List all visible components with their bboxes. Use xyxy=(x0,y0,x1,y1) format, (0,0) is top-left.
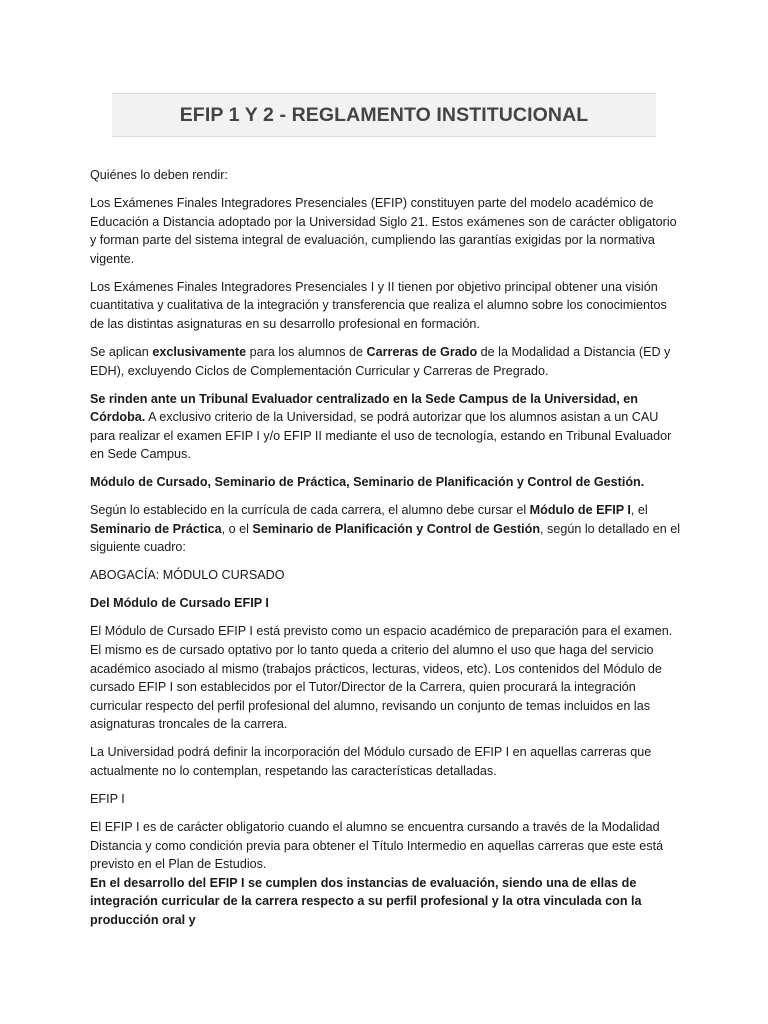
paragraph-efip-1-instancias: En el desarrollo del EFIP I se cumplen dos instancias de evaluación, siendo una de ellas de integración curricular de la carrera respecto a su perfil profesional y la otra vinculada con la producción oral y xyxy=(90,875,642,927)
paragraph-modulo-incorporation: La Universidad podrá definir la incorporación del Módulo cursado de EFIP I en aquellas carreras que actualmente no lo contemplan, respetando las características detalladas. xyxy=(90,745,652,778)
page-title: EFIP 1 Y 2 - REGLAMENTO INSTITUCIONAL xyxy=(179,103,589,126)
paragraph-efip-definition: Los Exámenes Finales Integradores Presenciales (EFIP) constituyen parte del modelo académico de Educación a Distancia adoptado por la Universidad Siglo 21. Estos exámenes son de carácter obligatorio y forman parte del sistema integral de evaluación, cumpliendo las garantías exigidas por la normativa vigente. xyxy=(90,195,677,266)
paragraph-efip-1-obligatorio: El EFIP I es de carácter obligatorio cuando el alumno se encuentra cursando a través de la Modalidad Distancia y como condición previa para obtener el Título Intermedio en aquellas carreras que este está previsto en el Plan de Estudios. xyxy=(90,819,664,872)
document-body xyxy=(90,166,682,939)
paragraph-modulo-description: El Módulo de Cursado EFIP I está previsto como un espacio académico de preparación para el examen. El mismo es de cursado optativo por lo tanto queda a criterio del alumno el uso que haga del servicio académico asociado al mismo (trabajos prácticos, lecturas, videos, etc). Los contenidos del Módulo de cursado EFIP I son establecidos por el Tutor/Director de la Carrera, quien procurará la integración curricular respecto del perfil profesional del alumno, revisando un conjunto de temas incluidos en las asignaturas troncales de la carrera. xyxy=(90,624,673,732)
section-heading-modulo: Módulo de Cursado, Seminario de Práctica, Seminario de Planificación y Control de Gestión. xyxy=(90,475,645,490)
section-heading-efip-1: EFIP I xyxy=(90,791,125,806)
section-heading-modulo-cursado: Del Módulo de Cursado EFIP I xyxy=(90,596,269,611)
paragraph-applies-to: Se aplican exclusivamente para los alumnos de Carreras de Grado de la Modalidad a Distancia (ED y EDH), excluyendo Ciclos de Complementación Curricular y Carreras de Pregrado. xyxy=(90,344,671,378)
title-bar xyxy=(112,93,656,137)
paragraph-efip-objective: Los Exámenes Finales Integradores Presenciales I y II tienen por objetivo principal obtener una visión cuantitativa y cualitativa de la integración y transferencia que realiza el alumno sobre los conocimientos de las distintas asignaturas en su desarrollo profesional en formación. xyxy=(90,279,667,331)
paragraph-who-must-take: Quiénes lo deben rendir: xyxy=(90,168,228,182)
paragraph-tribunal: Se rinden ante un Tribunal Evaluador centralizado en la Sede Campus de la Universidad, en Córdoba. A exclusivo criterio de la Universidad, se podrá autorizar que los alumnos asistan a un CAU para realizar el examen EFIP I y/o EFIP II mediante el uso de tecnología, estando en Tribunal Evaluador en Sede Campus. xyxy=(90,391,672,462)
paragraph-abogacia: ABOGACÍA: MÓDULO CURSADO xyxy=(90,568,285,583)
paragraph-curricula: Según lo establecido en la currícula de cada carrera, el alumno debe cursar el Módulo de EFIP I, el Seminario de Práctica, o el Seminario de Planificación y Control de Gestión, según lo detallado en el siguiente cuadro: xyxy=(90,503,681,555)
